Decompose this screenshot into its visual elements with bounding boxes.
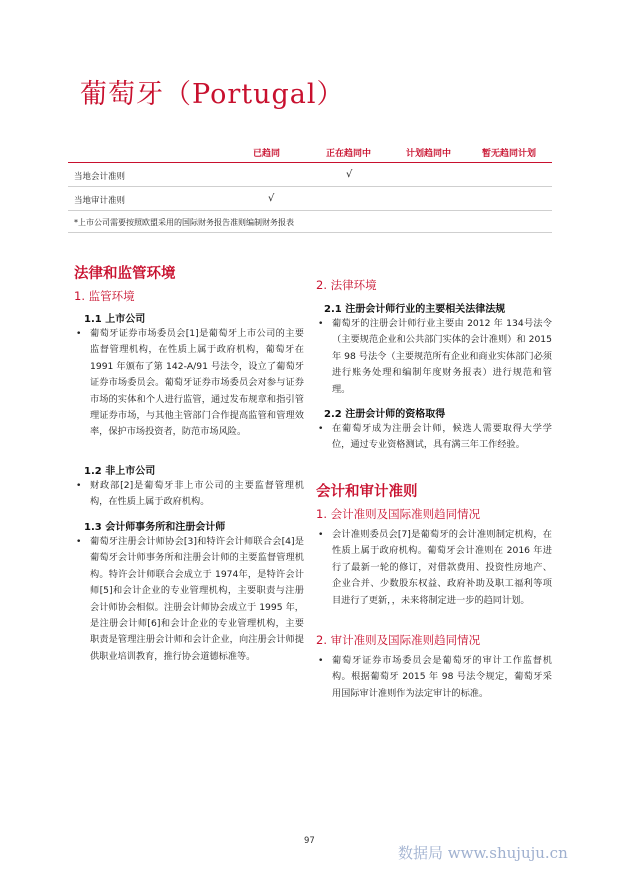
subsection-title-accounting-standards: 1. 会计准则及国际准则趋同情况: [316, 507, 481, 521]
page-title: 葡萄牙（Portugal）: [80, 79, 345, 110]
table-row-divider: [68, 210, 552, 211]
page-number: 97: [304, 836, 315, 846]
heading-main-laws: 2.1 注册会计师行业的主要相关法律法规: [324, 304, 506, 315]
table-header-no-plan: 暂无趋同计划: [482, 149, 537, 159]
table-row-mark-auditing: √: [268, 193, 275, 204]
heading-listed-companies: 1.1 上市公司: [84, 314, 146, 325]
table-row-label-auditing: 当地审计准则: [74, 196, 126, 206]
bullet-icon: •: [318, 318, 324, 329]
paragraph-cpa-qualification: 在葡萄牙成为注册会计师，候选人需要取得大学学位，通过专业资格测试，具有满三年工作经验。: [332, 423, 552, 451]
paragraph-listed-companies: 葡萄牙证券市场委员会[1]是葡萄牙上市公司的主要监督管理机构，在性质上属于政府机构，葡萄牙在 1991 年颁布了第 142-A/91 号法令，设立了葡萄牙证券市场委员会。葡萄牙证券市场委员会对参与证券市场的实体和个人进行监管，通过发布规章和指引管理证券市场，与其他主管部门合作提高监管和管理效率，保护市场投资者，防范市场风险。: [90, 328, 304, 438]
bullet-icon: •: [318, 423, 324, 434]
list-item: [318, 653, 552, 702]
table-row-label-accounting: 当地会计准则: [74, 172, 126, 182]
table-header-rule: [68, 162, 552, 163]
table-header-converging: 正在趋同中: [326, 149, 372, 159]
table-footnote: *上市公司需要按照欧盟采用的国际财务报告准则编制财务报表: [74, 218, 294, 227]
bullet-icon: •: [76, 536, 82, 547]
bullet-icon: •: [318, 655, 324, 666]
list-item: [76, 478, 304, 511]
heading-firms-and-cpas: 1.3 会计师事务所和注册会计师: [84, 522, 226, 533]
heading-cpa-qualification: 2.2 注册会计师的资格取得: [324, 409, 446, 420]
subsection-title-regulatory-environment: 1. 监管环境: [74, 289, 135, 303]
table-row-divider: [68, 186, 552, 187]
table-header-converged: 已趋同: [253, 149, 281, 159]
subsection-title-auditing-standards: 2. 审计准则及国际准则趋同情况: [316, 633, 481, 647]
table-row-mark-accounting: √: [346, 169, 353, 180]
paragraph-main-laws: 葡萄牙的注册会计师行业主要由 2012 年 134号法令（主要规范企业和公共部门实体的会计准则）和 2015 年 98 号法令（主要规范所有企业和商业实体部门必须进行账务处理和编制年度财务报表）进行规范和管理。: [332, 318, 552, 395]
paragraph-accounting-standards: 会计准则委员会[7]是葡萄牙的会计准则制定机构，在性质上属于政府机构。葡萄牙会计准则在 2016 年进行了最新一轮的修订，对借款费用、投资性房地产、企业合并、少数股东权益、政府补助及职工福利等项目进行了更新，，未来将制定进一步的趋同计划。: [332, 529, 552, 606]
bullet-icon: •: [76, 480, 82, 491]
bullet-icon: •: [318, 529, 324, 540]
paragraph-unlisted-companies: 财政部[2]是葡萄牙非上市公司的主要监督管理机构，在性质上属于政府机构。: [90, 480, 304, 508]
list-item: [76, 534, 304, 665]
paragraph-firms-and-cpas: 葡萄牙注册会计师协会[3]和特许会计师联合会[4]是葡萄牙会计师事务所和注册会计师的主要监督管理机构。特许会计师联合会成立于 1974年，是特许会计师[5]和会计企业的专业管理机构，主要职责与注册会计师协会相似。注册会计师协会成立于 1995 年，是注册会计师[6]和会计企业的专业管理机构，主要职责是管理注册会计师和会计企业，向注册会计师提供职业培训教育，推行协会道德标准等。: [90, 536, 304, 662]
list-item: [318, 421, 552, 454]
watermark: 数据局 www.shujuju.cn: [398, 844, 568, 862]
bullet-icon: •: [76, 328, 82, 339]
list-item: [318, 527, 552, 609]
heading-unlisted-companies: 1.2 非上市公司: [84, 466, 156, 477]
subsection-title-legal-environment: 2. 法律环境: [316, 278, 377, 292]
list-item: [318, 316, 552, 398]
section-title-accounting-auditing: 会计和审计准则: [316, 484, 418, 500]
list-item: [76, 326, 304, 441]
table-bottom-rule: [68, 232, 552, 233]
paragraph-auditing-standards: 葡萄牙证券市场委员会是葡萄牙的审计工作监督机构。根据葡萄牙 2015 年 98 号法令规定，葡萄牙采用国际审计准则作为法定审计的标准。: [332, 655, 552, 699]
table-header-planned: 计划趋同中: [406, 149, 452, 159]
section-title-legal-regulatory: 法律和监管环境: [74, 266, 176, 282]
